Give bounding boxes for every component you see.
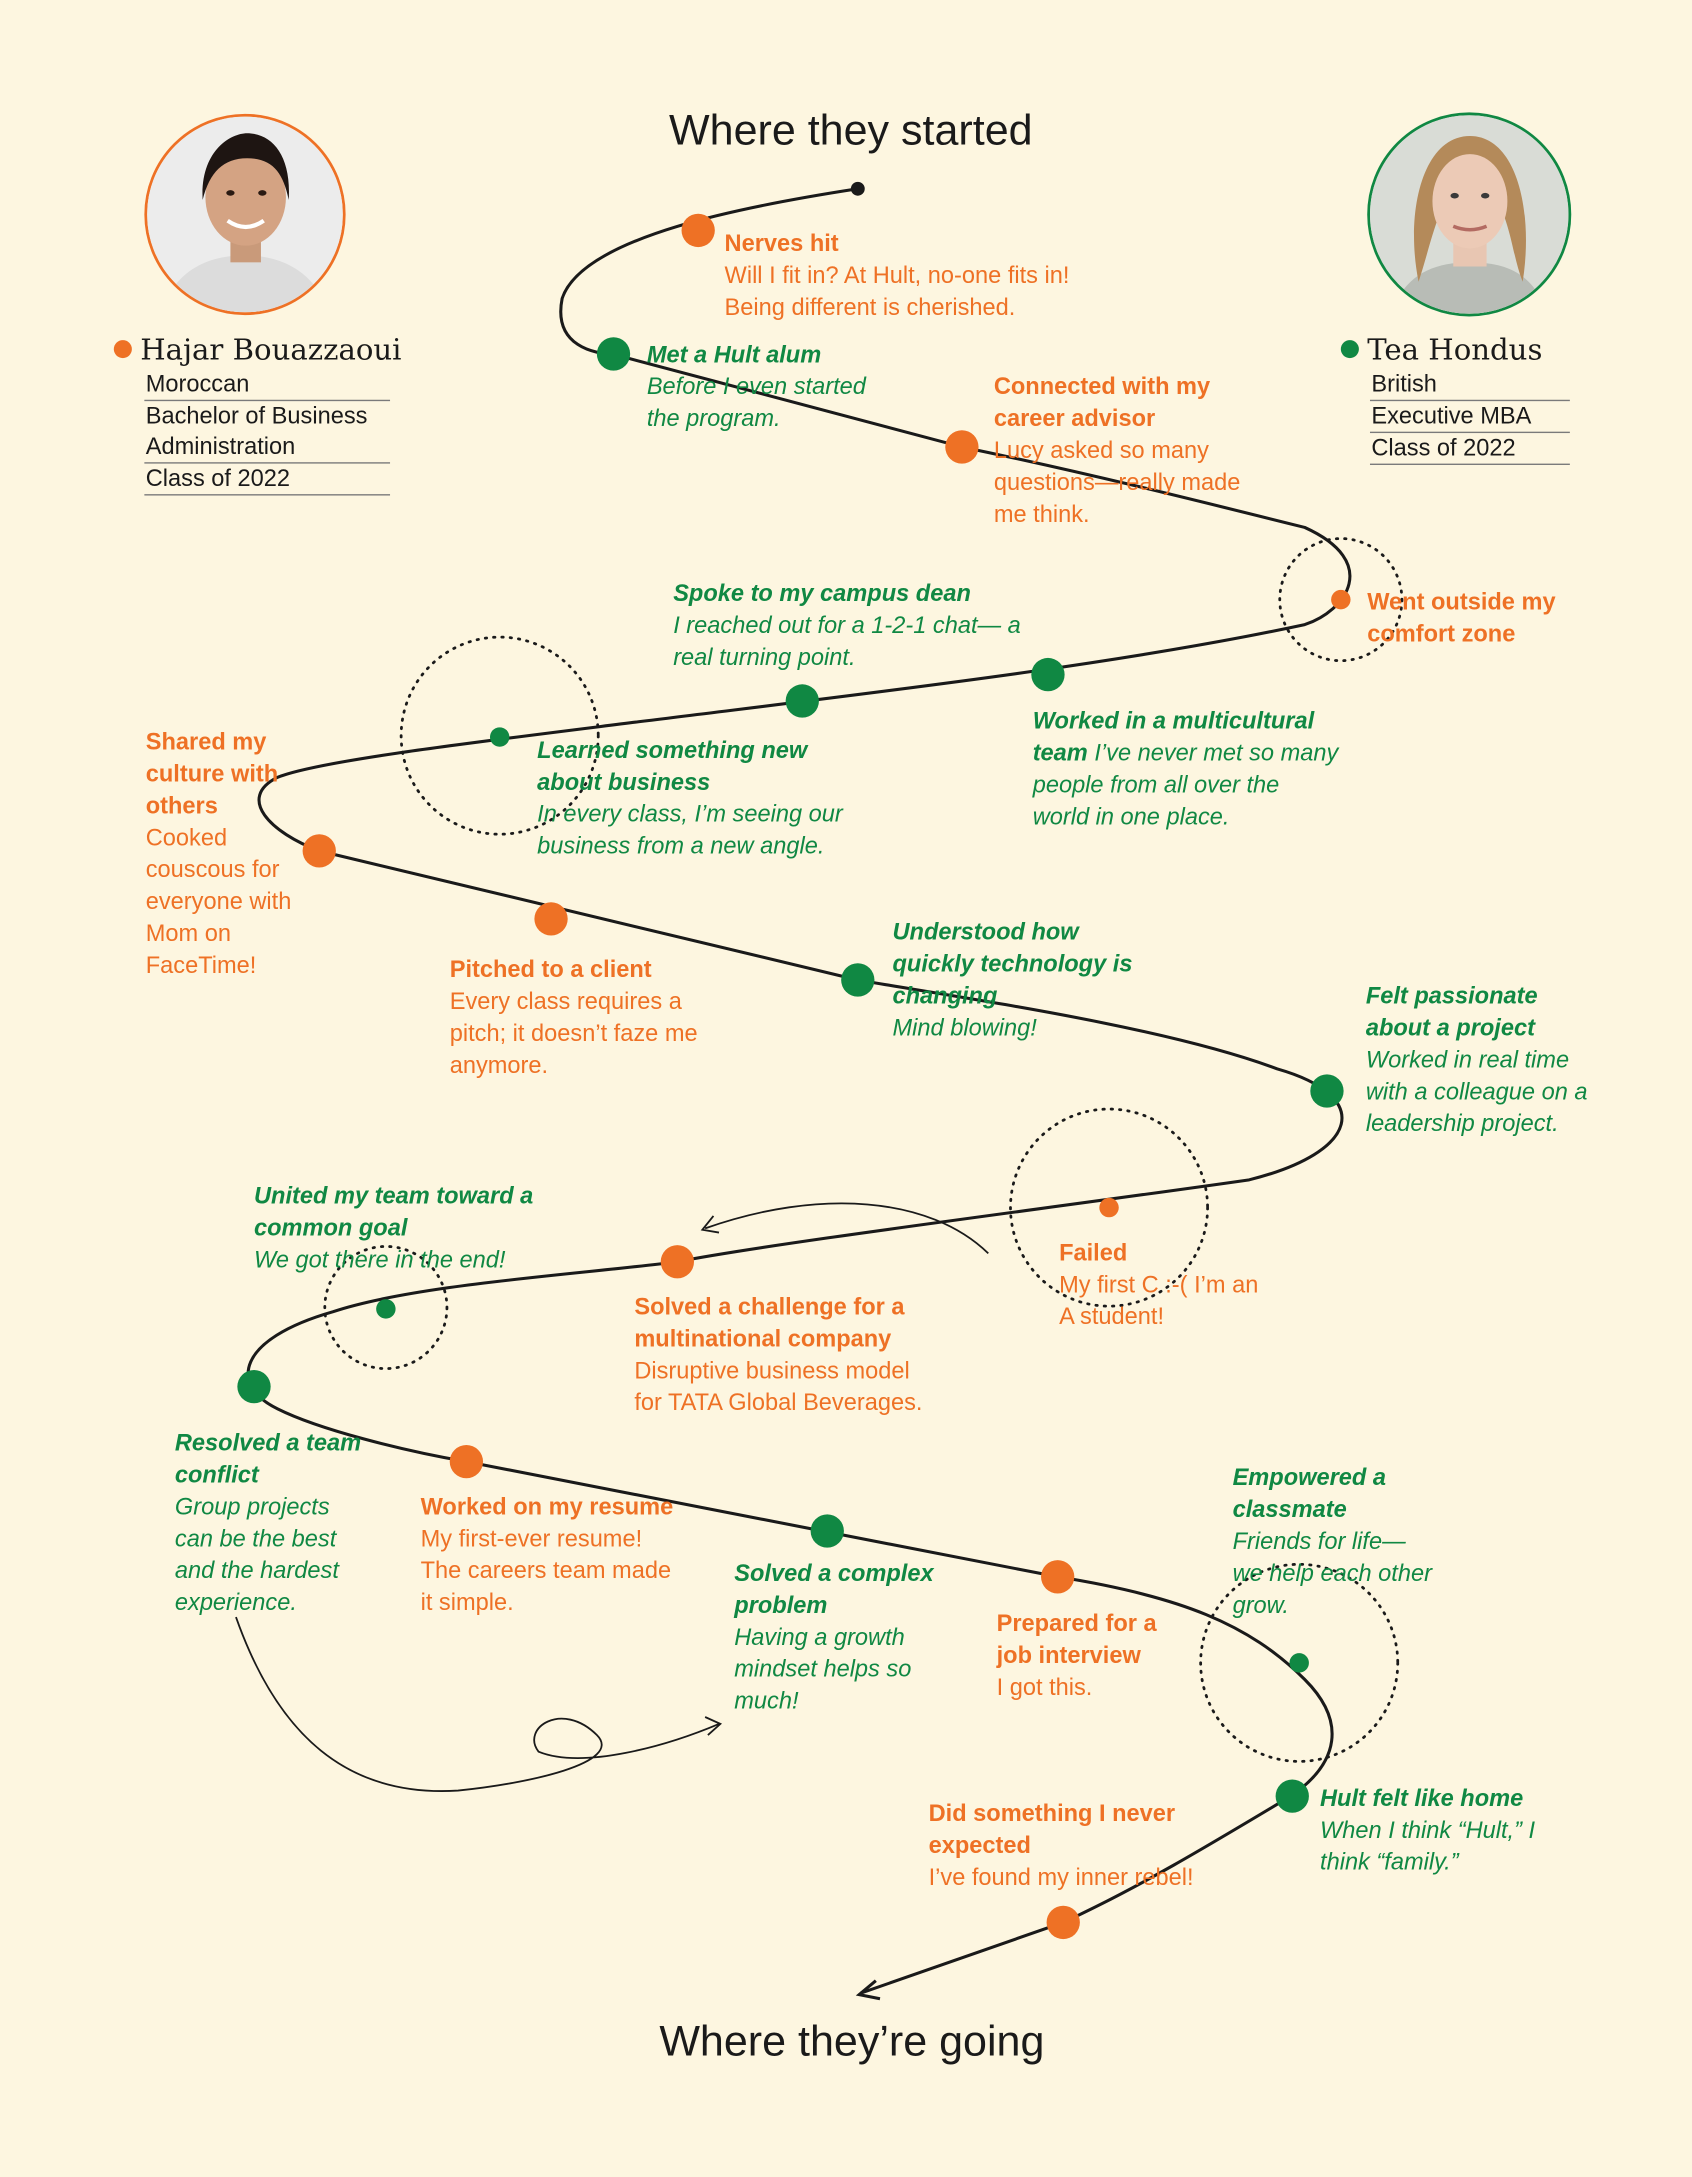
detail-row: Bachelor of Business [145,402,368,429]
milestone-body: Will I fit in? At Hult, no-one fits in! Being different is cherished. [724,262,1070,321]
milestone-title: Went outside my comfort zone [1367,588,1556,647]
milestone-body: Lucy asked so many questions—really made me think. [993,437,1241,528]
milestone-hult-home [1320,1782,1563,1878]
marker-green [1289,1653,1308,1672]
milestone-resume [421,1491,678,1619]
marker-green [841,963,874,996]
milestone-career-advisor [994,371,1272,531]
avatar-tea [1367,112,1571,316]
marker-green [1276,1779,1309,1812]
milestone-learned-business [537,734,870,862]
detail-row: Executive MBA [1370,401,1570,433]
avatar-hajar [144,114,345,315]
milestone-job-interview [997,1607,1198,1703]
milestone-body: Every class requires a pitch; it doesn’t faze me anymore. [449,988,698,1079]
milestone-body: My first C :-( I’m an A student! [1059,1271,1259,1330]
marker-orange [1041,1560,1074,1593]
milestone-body: My first-ever resume! The careers team made it simple. [420,1525,672,1616]
milestone-empowered-classmate [1233,1462,1434,1622]
milestone-title: Understood how quickly technology is changing [892,918,1133,1010]
milestone-body: In every class, I’m seeing our business from a new angle. [537,800,843,860]
milestone-team-conflict [175,1427,372,1619]
marker-orange [534,902,567,935]
marker-green [811,1514,844,1547]
marker-orange [1331,590,1350,609]
milestone-body: Before I even started the program. [646,373,866,432]
milestone-title: Learned something new about business [537,737,808,796]
milestone-body: Having a growth mindset helps so much! [734,1623,912,1715]
milestone-body: I’ve found my inner rebel! [928,1864,1194,1891]
milestone-title: Met a Hult alum [646,341,822,368]
heading-start: Where they started [669,105,1033,155]
milestone-title: Solved a challenge for a multinational company [634,1293,905,1352]
milestone-title: Resolved a team conflict [174,1429,362,1488]
milestone-title: Felt passionate about a project [1365,982,1538,1042]
person-details-hajar [144,369,390,495]
milestone-failed [1059,1237,1267,1333]
milestone-title: Spoke to my campus dean [673,580,971,607]
milestone-body: Disruptive business model for TATA Global Beverages. [634,1357,923,1416]
milestone-body: Cooked couscous for everyone with Mom on FaceTime! [145,824,292,979]
marker-green [490,727,509,746]
milestone-body: I reached out for a 1-2-1 chat— a real turning point. [673,612,1021,671]
milestone-body: Worked in real time with a colleague on a leadership project. [1365,1046,1588,1137]
milestone-comfort-zone [1367,586,1589,650]
marker-orange [945,430,978,463]
milestone-title: Connected with my career advisor [993,373,1211,432]
legend-green-dot [1341,340,1359,358]
detail-row: Class of 2022 [144,464,390,496]
milestone-title: Shared my culture with others [145,728,279,819]
marker-green [1310,1074,1343,1107]
marker-green [237,1370,270,1403]
milestone-body: We got there in the end! [254,1246,506,1273]
loop-arrow [236,1617,719,1791]
legend-orange-dot [114,340,132,358]
milestone-title: Worked on my resume [420,1493,674,1520]
milestone-title: United my team toward a common goal [254,1182,534,1241]
milestone-title: Hult felt like home [1320,1785,1524,1812]
milestone-multicultural-team [1033,705,1341,833]
milestone-title: Solved a complex problem [734,1560,934,1619]
marker-orange [661,1245,694,1278]
detail-row: British [1370,369,1570,401]
milestone-title: Nerves hit [724,230,839,257]
person-name-hajar [114,333,402,366]
milestone-title: Worked in a multicultural team [1032,707,1315,767]
marker-orange [1047,1906,1080,1939]
milestone-body: Friends for life— we help each other grow. [1232,1528,1432,1619]
milestone-pitched-client [450,954,714,1082]
marker-orange [450,1445,483,1478]
milestone-met-hult-alum [647,339,897,435]
milestone-title: Pitched to a client [449,956,652,983]
start-dot [851,182,865,196]
person-name-tea [1341,333,1543,366]
milestone-body: Mind blowing! [892,1014,1037,1042]
milestone-passionate-project [1366,980,1588,1140]
milestone-united-team [254,1180,552,1276]
milestone-body: I got this. [996,1673,1093,1701]
tea-name-text: Tea Hondus [1367,333,1543,367]
milestone-body: Group projects can be the best and the hardest experience. [174,1493,339,1616]
milestone-title: Empowered a classmate [1232,1464,1387,1523]
marker-orange [1099,1198,1118,1217]
milestone-technology [893,916,1136,1044]
milestone-title: Failed [1059,1239,1128,1266]
milestone-title: Did something I never expected [928,1800,1176,1859]
detail-row: Administration [144,432,390,464]
milestone-body: I’ve never met so many people from all over the world in one place. [1032,739,1339,831]
detail-row: Moroccan [144,369,390,401]
detail-row: Class of 2022 [1370,433,1570,465]
milestone-title: Prepared for a job interview [996,1610,1157,1669]
milestone-multinational [634,1291,932,1419]
milestone-nerves-hit [725,228,1128,324]
milestone-complex-problem [734,1557,949,1717]
marker-green [786,684,819,717]
marker-orange [682,214,715,247]
milestone-campus-dean [673,577,1037,673]
milestone-never-expected [929,1797,1234,1893]
failed-arrow [705,1203,988,1253]
milestone-shared-culture [146,726,313,981]
marker-green [376,1299,395,1318]
milestone-body: When I think “Hult,” I think “family.” [1320,1816,1536,1876]
marker-green [597,337,630,370]
person-details-tea [1370,369,1570,465]
heading-end: Where they’re going [659,2016,1045,2066]
hajar-name-text: Hajar Bouazzaoui [140,333,402,367]
